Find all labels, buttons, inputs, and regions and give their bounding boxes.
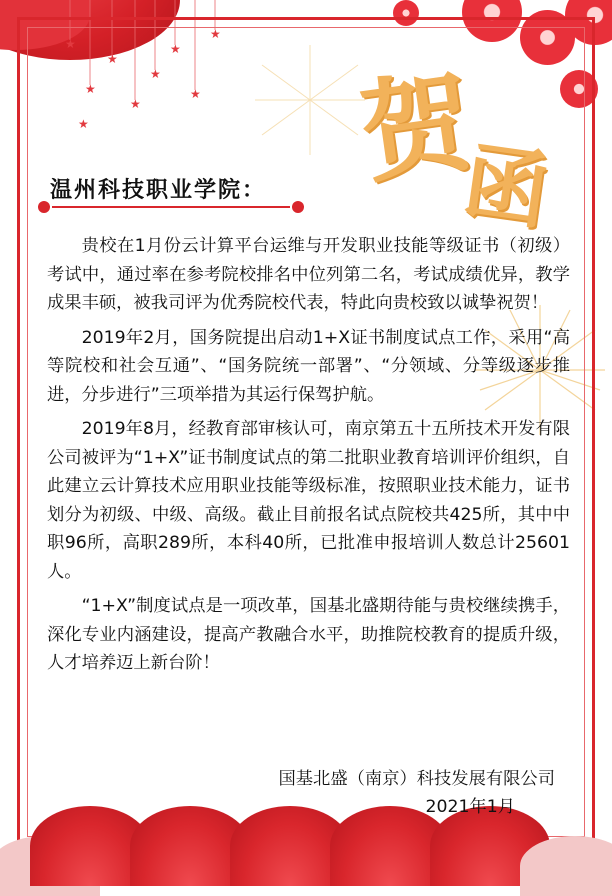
signature-block [278,765,555,821]
sender-name: 国基北盛（南京）科技发展有限公司 [278,769,555,789]
svg-text:★: ★ [107,52,118,66]
svg-text:★: ★ [170,42,181,56]
paragraph-4: “1+X”制度试点是一项改革，国基北盛期待能与贵校继续携手，深化专业内涵建设，提高产教融合水平，助推院校教育的提质升级，人才培养迈上新台阶！ [47,596,570,673]
paragraph-3: 2019年8月，经教育部审核认可，南京第五十五所技术开发有限公司被评为“1+X”证书制度试点的第二批职业教育培训评价组织，自此建立云计算技术应用职业技能等级标准，按照职业技术能力，证书划分为初级、中级、高级。截止目前报名试点院校共425所，其中中职96所，高职289所，本科40所，已批准申报培训人数总计25601人。 [47,419,570,582]
recipient-underline-decoration [36,198,306,216]
svg-text:★: ★ [65,37,76,51]
svg-text:★: ★ [130,97,141,111]
svg-text:★: ★ [190,87,201,101]
paragraph-1: 贵校在1月份云计算平台运维与开发职业技能等级证书（初级）考试中，通过率在参考院校排名中位列第二名，考试成绩优异，教学成果丰硕，被我司评为优秀院校代表，特此向贵校致以诚挚祝贺！ [47,236,570,313]
svg-text:★: ★ [78,117,89,131]
letter-date: 2021年1月 [425,797,515,817]
title-he-character: 贺 [352,55,480,199]
letter-body [47,232,570,684]
letter-recipient: 温州科技职业学院： [50,177,267,203]
svg-text:★: ★ [150,67,161,81]
svg-text:★: ★ [85,82,96,96]
title-han-character: 函 [457,131,555,242]
bottom-wave-decoration [520,836,612,896]
svg-text:★: ★ [210,27,221,41]
paragraph-2: 2019年2月，国务院提出启动1+X证书制度试点工作，采用“高等院校和社会互通”、“国务院统一部署”、“分领域、分等级逐步推进，分步进行”三项举措为其运行保驾护航。 [47,327,570,405]
